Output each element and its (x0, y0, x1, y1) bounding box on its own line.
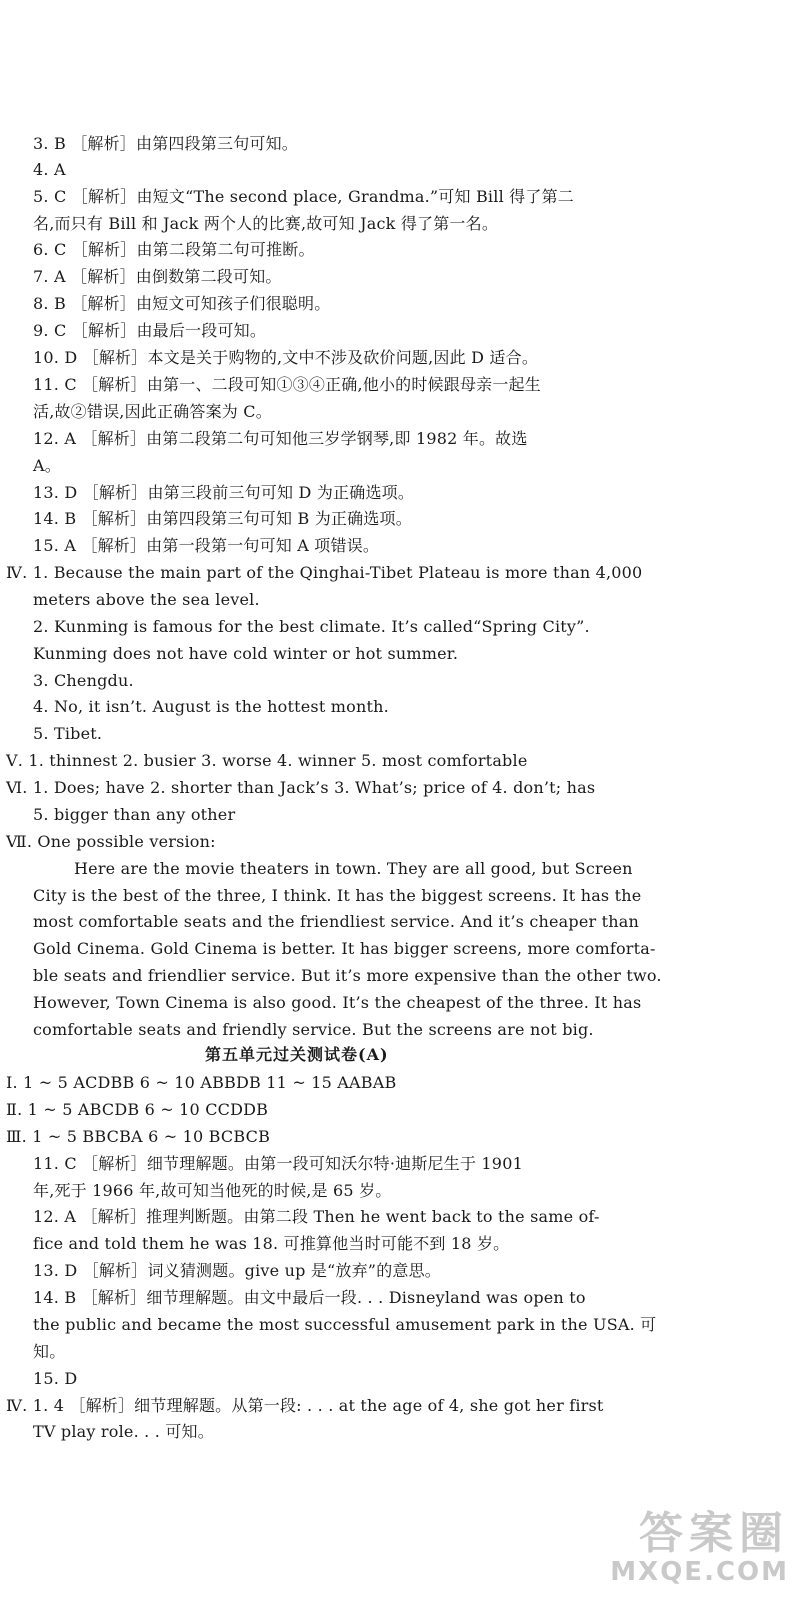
answer-line: 12. A ［解析］由第二段第二句可知他三岁学钢琴,即 1982 年。故选 (33, 429, 528, 448)
answer-line: fice and told them he was 18. 可推算他当时可能不到 18 岁。 (33, 1234, 510, 1253)
essay-line: Gold Cinema. Gold Cinema is better. It has bigger screens, more comforta- (33, 939, 656, 958)
answer-line: 10. D ［解析］本文是关于购物的,文中不涉及砍价问题,因此 D 适合。 (33, 348, 539, 367)
answer-line: meters above the sea level. (33, 590, 260, 609)
essay-line: most comfortable seats and the friendliest service. And it’s cheaper than (33, 912, 640, 931)
watermark-logo-text: 答案圈 (639, 1508, 789, 1559)
answer-line: 2. Kunming is famous for the best climate. It’s called“Spring City”. (33, 617, 590, 636)
answer-line: 3. Chengdu. (33, 671, 134, 690)
answer-line: 9. C ［解析］由最后一段可知。 (33, 321, 267, 340)
section-vi-line: Ⅵ. 1. Does; have 2. shorter than Jack’s 3. What’s; price of 4. don’t; has (6, 778, 596, 797)
answer-line: 5. C ［解析］由短文“The second place, Grandma.”可知 Bill 得了第二 (33, 187, 574, 206)
answer-line: the public and became the most successful amusement park in the USA. 可 (33, 1315, 657, 1334)
section-title: 第五单元过关测试卷(A) (205, 1045, 389, 1064)
answer-line: 14. B ［解析］由第四段第三句可知 B 为正确选项。 (33, 509, 412, 528)
answer-line: 名,而只有 Bill 和 Jack 两个人的比赛,故可知 Jack 得了第一名。 (33, 214, 499, 233)
section-iii-line: Ⅲ. 1 ~ 5 BBCBA 6 ~ 10 BCBCB (6, 1127, 271, 1146)
answer-line: 15. A ［解析］由第一段第一句可知 A 项错误。 (33, 536, 380, 555)
essay-line: ble seats and friendlier service. But it’s more expensive than the other two. (33, 966, 662, 985)
answer-line: 13. D ［解析］词义猜测题。give up 是“放弃”的意思。 (33, 1261, 441, 1280)
answer-line: 11. C ［解析］细节理解题。由第一段可知沃尔特·迪斯尼生于 1901 (33, 1154, 523, 1173)
essay-line: comfortable seats and friendly service. But the screens are not big. (33, 1020, 594, 1039)
essay-line: City is the best of the three, I think. It has the biggest screens. It has the (33, 886, 642, 905)
answer-line: 15. D (33, 1369, 78, 1388)
section-iv-line: Ⅳ. 1. 4 ［解析］细节理解题。从第一段: . . . at the age of 4, she got her first (6, 1396, 604, 1415)
answer-line: 13. D ［解析］由第三段前三句可知 D 为正确选项。 (33, 483, 415, 502)
answer-line: TV play role. . . 可知。 (33, 1422, 214, 1441)
answer-line: 12. A ［解析］推理判断题。由第二段 Then he went back to the same of- (33, 1207, 600, 1226)
section-v-line: Ⅴ. 1. thinnest 2. busier 3. worse 4. winner 5. most comfortable (6, 751, 528, 770)
watermark-logo (610, 1510, 789, 1586)
answer-line: 14. B ［解析］细节理解题。由文中最后一段. . . Disneyland was open to (33, 1288, 586, 1307)
answer-line: 知。 (33, 1342, 66, 1361)
section-vii-line: Ⅶ. One possible version: (6, 832, 216, 851)
answer-line: 年,死于 1966 年,故可知当他死的时候,是 65 岁。 (33, 1181, 392, 1200)
answer-line: 7. A ［解析］由倒数第二段可知。 (33, 267, 282, 286)
answer-line: 4. A (33, 160, 66, 179)
answer-line: 11. C ［解析］由第一、二段可知①③④正确,他小的时候跟母亲一起生 (33, 375, 541, 394)
essay-line: Here are the movie theaters in town. They are all good, but Screen (74, 859, 633, 878)
answer-line: Kunming does not have cold winter or hot summer. (33, 644, 459, 663)
answer-line: 5. Tibet. (33, 724, 103, 743)
answer-line: 4. No, it isn’t. August is the hottest month. (33, 697, 389, 716)
section-i-line: Ⅰ. 1 ~ 5 ACDBB 6 ~ 10 ABBDB 11 ~ 15 AABAB (6, 1073, 397, 1092)
answer-line: 3. B ［解析］由第四段第三句可知。 (33, 134, 298, 153)
answer-line: 6. C ［解析］由第二段第二句可推断。 (33, 240, 315, 259)
section-iv-line: Ⅳ. 1. Because the main part of the Qinghai-Tibet Plateau is more than 4,000 (6, 563, 643, 582)
answer-line: 5. bigger than any other (33, 805, 236, 824)
answer-line: 活,故②错误,因此正确答案为 C。 (33, 402, 272, 421)
watermark-url: MXQE.COM (610, 1557, 789, 1587)
answer-line: 8. B ［解析］由短文可知孩子们很聪明。 (33, 294, 331, 313)
essay-line: However, Town Cinema is also good. It’s the cheapest of the three. It has (33, 993, 642, 1012)
section-ii-line: Ⅱ. 1 ~ 5 ABCDB 6 ~ 10 CCDDB (6, 1100, 269, 1119)
answer-line: A。 (33, 456, 61, 475)
